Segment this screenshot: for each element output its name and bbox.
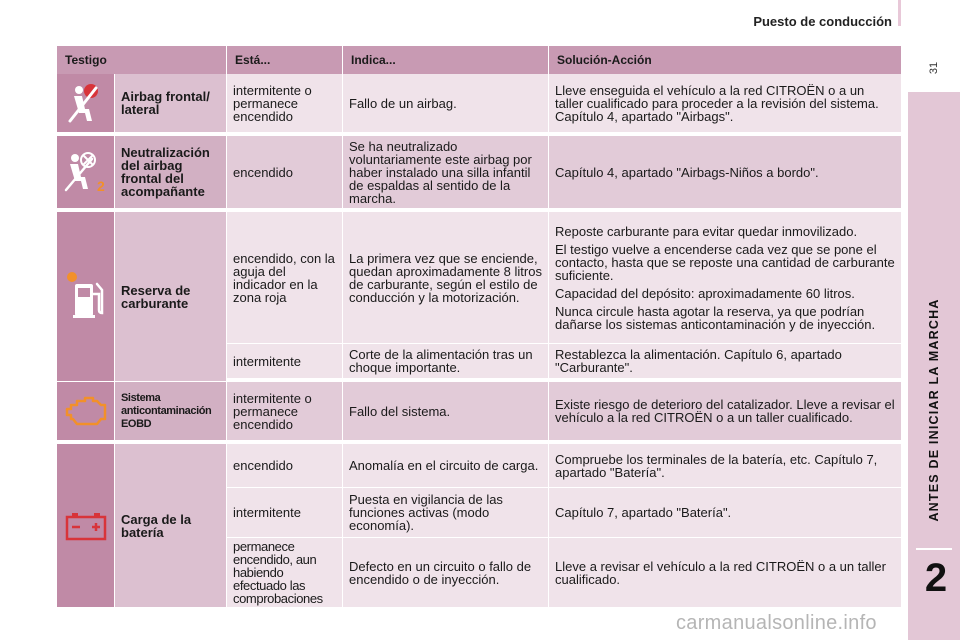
indicates-cell: La primera vez que se enciende, quedan aproximadamente 8 litros de carburante, según el estilo de conducción y la motorización. [343, 212, 549, 344]
passenger-airbag-off-icon [57, 136, 115, 212]
indicates-cell: Anomalía en el circuito de carga. [343, 444, 549, 488]
column-header-esta: Está... [227, 46, 343, 74]
warning-name: Neutralización del airbag frontal del acompañante [115, 136, 227, 212]
fuel-pump-icon [57, 212, 115, 382]
table-row [57, 444, 902, 488]
warning-lights-table [57, 46, 902, 608]
indicates-cell: Puesta en vigilancia de las funciones activas (modo economía). [343, 488, 549, 538]
warning-name: Airbag frontal/ lateral [115, 74, 227, 136]
solution-cell: Capítulo 7, apartado "Batería". [549, 488, 902, 538]
warning-name: Carga de la batería [115, 444, 227, 608]
battery-icon [57, 444, 115, 608]
solution-cell: Existe riesgo de deterioro del catalizador. Lleve a revisar el vehículo a la red CITROËN o a un taller cualificado. [549, 382, 902, 444]
page-header-title: Puesto de conducción [753, 14, 892, 29]
table-row [57, 74, 902, 136]
section-title-vertical: ANTES DE INICIAR LA MARCHA [927, 298, 941, 522]
indicates-cell: Se ha neutralizado voluntariamente este airbag por haber instalado una silla infantil de espaldas al sentido de la marcha. [343, 136, 549, 212]
indicates-cell: Fallo del sistema. [343, 382, 549, 444]
table-row [57, 136, 902, 212]
state-cell: encendido [227, 136, 343, 212]
state-cell: encendido [227, 444, 343, 488]
solution-item: Nunca circule hasta agotar la reserva, ya que podrían dañarse los sistemas anticontaminación y de inyección. [555, 303, 876, 332]
state-cell: intermitente o permanece encendido [227, 74, 343, 136]
chapter-number: 2 [924, 556, 948, 600]
airbag-warning-icon [57, 74, 115, 136]
solution-item: Reposte carburante para evitar quedar inmovilizado. [555, 223, 858, 239]
solution-cell: Lleve a revisar el vehículo a la red CITROËN o a un taller cualificado. [549, 538, 902, 608]
header-accent-rule [898, 0, 901, 26]
table-row [57, 382, 902, 444]
solution-item: El testigo vuelve a encenderse cada vez que se pone el contacto, hasta que se reposte una cantidad de carburante suficiente. [555, 241, 895, 283]
indicates-cell: Corte de la alimentación tras un choque importante. [343, 344, 549, 382]
page-number: 31 [928, 61, 940, 75]
side-divider [916, 548, 952, 550]
warning-name: Sistema anticontaminación EOBD [115, 382, 227, 444]
state-cell: permanece encendido, aun habiendo efectuado las comprobaciones [227, 538, 343, 608]
solution-cell [549, 212, 902, 344]
table-header-row [57, 46, 902, 74]
engine-check-icon [57, 382, 115, 444]
state-cell: intermitente [227, 344, 343, 382]
state-cell: intermitente o permanece encendido [227, 382, 343, 444]
warning-name: Reserva de carburante [115, 212, 227, 382]
indicates-cell: Defecto en un circuito o fallo de encendido o de inyección. [343, 538, 549, 608]
table-row [57, 212, 902, 344]
svg-text:2: 2 [96, 178, 105, 194]
state-cell: intermitente [227, 488, 343, 538]
solution-cell: Lleve enseguida el vehículo a la red CITROËN o a un taller cualificado para proceder a la revisión del sistema. Capítulo 4, apartado "Airbags". [549, 74, 902, 136]
solution-cell: Restablezca la alimentación. Capítulo 6, apartado "Carburante". [549, 344, 902, 382]
state-cell: encendido, con la aguja del indicador en la zona roja [227, 212, 343, 344]
solution-item: Capacidad del depósito: aproximadamente 60 litros. [555, 285, 855, 301]
column-header-solucion: Solución-Acción [549, 46, 902, 74]
solution-cell: Capítulo 4, apartado "Airbags-Niños a bordo". [549, 136, 902, 212]
solution-cell: Compruebe los terminales de la batería, etc. Capítulo 7, apartado "Batería". [549, 444, 902, 488]
indicates-cell: Fallo de un airbag. [343, 74, 549, 136]
column-header-indica: Indica... [343, 46, 549, 74]
column-header-testigo: Testigo [57, 46, 227, 74]
watermark: carmanualsonline.info [676, 612, 877, 634]
